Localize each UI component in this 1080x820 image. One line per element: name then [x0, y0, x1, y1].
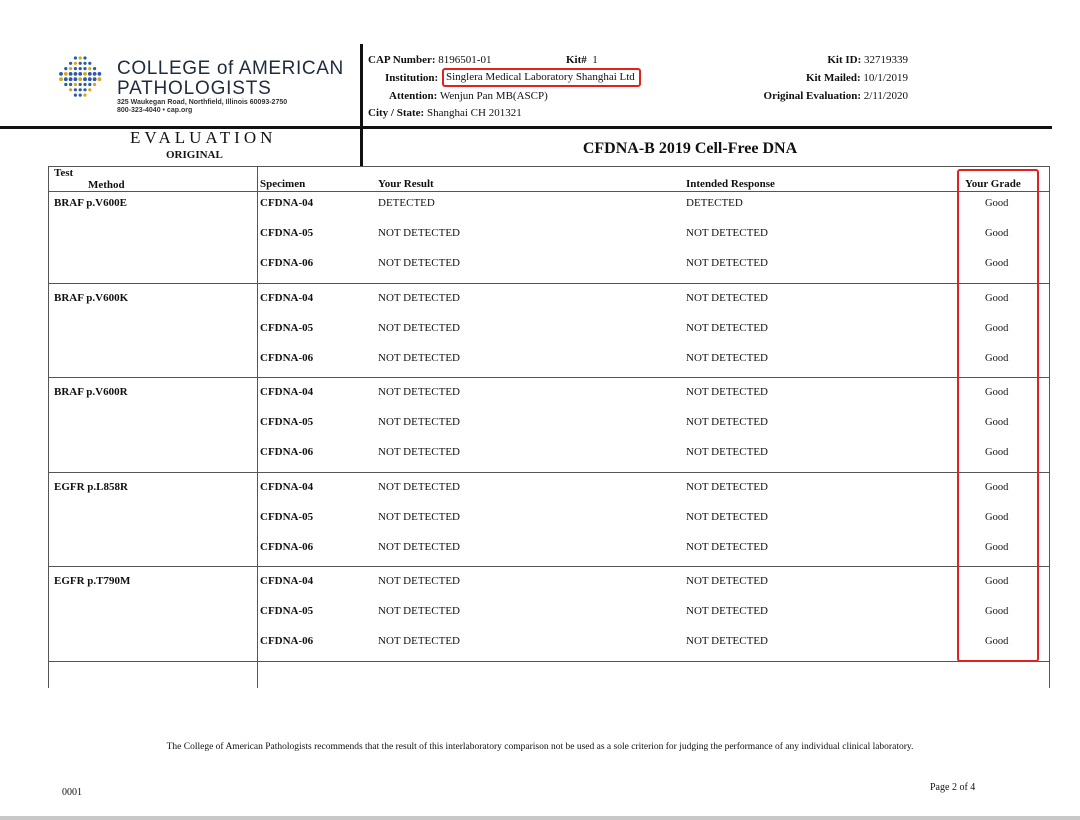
col-specimen: Specimen [260, 178, 306, 190]
grade-cell: Good [985, 417, 1009, 428]
logo-dot [79, 94, 82, 97]
logo-dot [69, 72, 73, 76]
grade-cell: Good [985, 576, 1009, 587]
logo-dot [64, 77, 68, 81]
disclaimer-note: The College of American Pathologists recommends that the result of this interlaboratory comparison not be used as a sole criterion for judging the performance of any individual clinical laboratory. [166, 742, 914, 752]
logo-dot [83, 56, 86, 59]
kit-id: Kit ID: 32719339 [827, 54, 908, 66]
logo-dot [78, 72, 82, 76]
intended-cell: NOT DETECTED [686, 416, 768, 428]
logo-dot [88, 83, 91, 86]
logo-dot [69, 83, 72, 86]
grade-highlight-box [957, 169, 1039, 662]
intended-cell: NOT DETECTED [686, 227, 768, 239]
grade-cell: Good [985, 292, 1009, 304]
logo-dot [88, 67, 91, 70]
intended-cell: NOT DETECTED [686, 510, 768, 523]
cap-number: CAP Number: 8196501-01 [368, 54, 492, 66]
logo-dot [74, 83, 77, 86]
logo-dot [74, 62, 77, 65]
logo-dot [74, 88, 77, 91]
logo-dot [69, 88, 72, 91]
org-contact: 800-323-4040 • cap.org [117, 107, 193, 114]
logo-dot [93, 77, 97, 81]
logo-dot [64, 83, 67, 86]
logo-dot [88, 77, 92, 81]
test-name: EGFR p.T790M [54, 575, 131, 587]
logo-dot [83, 67, 86, 70]
specimen-cell: CFDNA-04 [260, 575, 314, 587]
intended-cell: DETECTED [686, 197, 743, 209]
city-state: City / State: Shanghai CH 201321 [368, 107, 522, 119]
result-cell: NOT DETECTED [378, 540, 460, 553]
result-cell: NOT DETECTED [378, 291, 460, 304]
attention: Attention: Wenjun Pan MB(ASCP) [389, 90, 548, 102]
grade-cell: Good [985, 481, 1009, 493]
specimen-cell: CFDNA-04 [260, 480, 314, 493]
logo-dot [79, 83, 82, 86]
intended-cell: NOT DETECTED [686, 321, 768, 334]
specimen-cell: CFDNA-04 [260, 197, 314, 209]
logo-dot [83, 83, 86, 86]
cap-logo-icon [58, 54, 102, 100]
specimen-cell: CFDNA-04 [260, 291, 314, 304]
bottom-bar [0, 816, 1080, 820]
test-name: BRAF p.V600E [54, 197, 127, 209]
logo-dot [64, 67, 67, 70]
result-cell: NOT DETECTED [378, 416, 460, 428]
specimen-cell: CFDNA-06 [260, 257, 314, 269]
specimen-cell: CFDNA-05 [260, 227, 314, 239]
result-cell: NOT DETECTED [378, 386, 460, 398]
col-result: Your Result [378, 178, 434, 190]
logo-dot [69, 67, 72, 70]
logo-dot [83, 88, 86, 91]
logo-dot [98, 72, 102, 76]
org-name-line1: COLLEGE of AMERICAN [117, 58, 344, 79]
grade-cell: Good [985, 511, 1009, 523]
evaluation-title: EVALUATION [130, 128, 277, 147]
specimen-cell: CFDNA-05 [260, 321, 314, 334]
original-evaluation: Original Evaluation: 2/11/2020 [763, 90, 908, 102]
result-cell: NOT DETECTED [378, 575, 460, 587]
table-column-divider [257, 166, 258, 688]
logo-dot [88, 88, 91, 91]
col-intended: Intended Response [686, 178, 775, 190]
result-cell: NOT DETECTED [378, 446, 460, 458]
intended-cell: NOT DETECTED [686, 480, 768, 493]
grade-cell: Good [985, 447, 1009, 458]
logo-dot [88, 62, 91, 65]
kit-number: Kit# 1 [566, 54, 598, 66]
table-top-border [48, 166, 1050, 167]
specimen-cell: CFDNA-05 [260, 605, 314, 617]
result-cell: NOT DETECTED [378, 480, 460, 493]
test-name: BRAF p.V600K [54, 291, 129, 304]
specimen-cell: CFDNA-05 [260, 416, 314, 428]
intended-cell: NOT DETECTED [686, 257, 768, 269]
group-divider [48, 283, 1050, 284]
grade-cell: Good [985, 228, 1009, 239]
logo-dot [74, 56, 77, 59]
logo-dot [79, 67, 82, 70]
table-right-border [1049, 166, 1050, 688]
col-method: Method [88, 179, 125, 191]
table-header-rule [48, 191, 1050, 192]
result-cell: NOT DETECTED [378, 605, 460, 617]
result-cell: NOT DETECTED [378, 257, 460, 269]
result-cell: NOT DETECTED [378, 510, 460, 523]
logo-dot [93, 83, 96, 86]
group-divider [48, 377, 1050, 378]
specimen-cell: CFDNA-06 [260, 635, 314, 647]
logo-dot [79, 62, 82, 65]
logo-dot [59, 72, 63, 76]
intended-cell: NOT DETECTED [686, 605, 768, 617]
result-cell: NOT DETECTED [378, 351, 460, 364]
col-grade: Your Grade [965, 178, 1021, 190]
specimen-cell: CFDNA-04 [260, 386, 314, 398]
institution-value: Singlera Medical Laboratory Shanghai Ltd [442, 68, 641, 87]
logo-dot [64, 72, 68, 76]
logo-dot [93, 67, 96, 70]
org-address: 325 Waukegan Road, Northfield, Illinois 60093-2750 [117, 99, 288, 106]
intended-cell: NOT DETECTED [686, 446, 768, 458]
logo-dot [74, 67, 77, 70]
logo-dot [83, 62, 86, 65]
logo-dot [79, 88, 82, 91]
page-code: 0001 [62, 787, 82, 798]
logo-dot [59, 77, 63, 81]
page-number: Page 2 of 4 [930, 782, 976, 793]
result-cell: NOT DETECTED [378, 635, 460, 647]
org-name-line2: PATHOLOGISTS [117, 78, 272, 99]
logo-dot [79, 56, 82, 59]
grade-cell: Good [985, 198, 1009, 209]
grade-cell: Good [985, 258, 1009, 269]
kit-mailed: Kit Mailed: 10/1/2019 [805, 72, 908, 84]
intended-cell: NOT DETECTED [686, 575, 768, 587]
test-name: EGFR p.L858R [54, 480, 128, 493]
logo-dot [83, 72, 87, 76]
intended-cell: NOT DETECTED [686, 635, 768, 647]
logo-dot [88, 72, 92, 76]
intended-cell: NOT DETECTED [686, 291, 768, 304]
logo-dot [69, 62, 72, 65]
grade-cell: Good [985, 322, 1009, 334]
result-cell: DETECTED [378, 197, 435, 209]
logo-dot [74, 77, 78, 81]
table-bottom-rule [48, 661, 1050, 662]
grade-cell: Good [985, 541, 1009, 553]
intended-cell: NOT DETECTED [686, 386, 768, 398]
grade-cell: Good [985, 606, 1009, 617]
grade-cell: Good [985, 387, 1009, 398]
grade-cell: Good [985, 352, 1009, 364]
evaluation-subtitle: ORIGINAL [166, 149, 223, 161]
logo-dot [83, 77, 87, 81]
survey-title: CFDNA-B 2019 Cell-Free DNA [582, 140, 798, 157]
specimen-cell: CFDNA-05 [260, 510, 314, 523]
logo-dot [83, 94, 86, 97]
institution: Institution: [385, 72, 439, 84]
table-left-border [48, 166, 49, 688]
logo-dot [69, 77, 73, 81]
specimen-cell: CFDNA-06 [260, 540, 314, 553]
intended-cell: NOT DETECTED [686, 540, 768, 553]
specimen-cell: CFDNA-06 [260, 446, 314, 458]
test-name: BRAF p.V600R [54, 386, 128, 398]
logo-dot [74, 72, 78, 76]
result-cell: NOT DETECTED [378, 321, 460, 334]
specimen-cell: CFDNA-06 [260, 351, 314, 364]
group-divider [48, 472, 1050, 473]
logo-dot [74, 94, 77, 97]
result-cell: NOT DETECTED [378, 227, 460, 239]
logo-dot [78, 77, 82, 81]
group-divider [48, 566, 1050, 567]
col-test: Test [54, 167, 74, 179]
logo-dot [93, 72, 97, 76]
logo-dot [98, 77, 102, 81]
grade-cell: Good [985, 636, 1009, 647]
intended-cell: NOT DETECTED [686, 351, 768, 364]
